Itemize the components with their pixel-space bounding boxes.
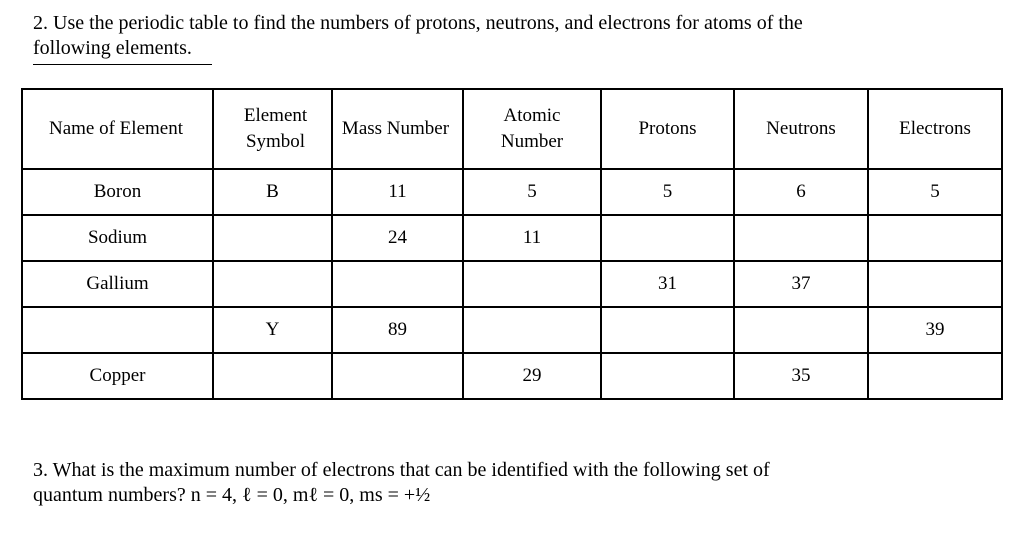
element-table [21,88,1003,400]
cell-neutrons [734,215,868,261]
table-row [22,215,1002,261]
cell-neutrons: 6 [734,169,868,215]
header-atomic-line-1: Atomic [503,105,561,126]
cell-electrons [868,261,1002,307]
header-electrons: Electrons [868,89,1002,169]
cell-protons [601,307,734,353]
header-atomic-line-2: Number [500,131,564,152]
table-row [22,169,1002,215]
cell-symbol: Y [213,307,332,353]
cell-protons: 5 [601,169,734,215]
cell-neutrons: 35 [734,353,868,399]
cell-electrons: 39 [868,307,1002,353]
cell-name: Sodium [22,215,213,261]
cell-atomic [463,261,601,307]
table-row [22,261,1002,307]
cell-electrons: 5 [868,169,1002,215]
cell-neutrons: 37 [734,261,868,307]
header-symbol-line-1: Element [243,105,308,126]
question-2-line-1: 2. Use the periodic table to find the numbers of protons, neutrons, and electrons for atoms of the [33,12,803,34]
cell-protons: 31 [601,261,734,307]
cell-mass: 24 [332,215,463,261]
cell-symbol: B [213,169,332,215]
table-row [22,353,1002,399]
header-protons: Protons [601,89,734,169]
cell-electrons [868,215,1002,261]
cell-atomic [463,307,601,353]
header-symbol-line-2: Symbol [245,131,306,152]
cell-symbol [213,353,332,399]
cell-name: Boron [22,169,213,215]
question-2-line-2: following elements. [33,37,192,59]
question-3-line-2: quantum numbers? n = 4, ℓ = 0, mℓ = 0, ms = +½ [33,484,431,506]
cell-protons [601,215,734,261]
cell-mass [332,353,463,399]
question-2 [33,11,993,61]
header-mass: Mass Number [332,89,463,169]
cell-name: Copper [22,353,213,399]
cell-atomic: 29 [463,353,601,399]
question-3 [33,458,933,508]
cell-name [22,307,213,353]
header-row [22,89,1002,169]
header-symbol [213,89,332,169]
cell-electrons [868,353,1002,399]
header-neutrons: Neutrons [734,89,868,169]
cell-mass: 11 [332,169,463,215]
header-name: Name of Element [22,89,213,169]
cell-mass: 89 [332,307,463,353]
header-atomic [463,89,601,169]
cell-atomic: 11 [463,215,601,261]
question-3-line-1: 3. What is the maximum number of electrons that can be identified with the following set of [33,459,770,481]
cell-name: Gallium [22,261,213,307]
cell-atomic: 5 [463,169,601,215]
cell-neutrons [734,307,868,353]
cell-symbol [213,261,332,307]
cell-mass [332,261,463,307]
underline-rule [33,64,212,65]
cell-symbol [213,215,332,261]
cell-protons [601,353,734,399]
table-row [22,307,1002,353]
